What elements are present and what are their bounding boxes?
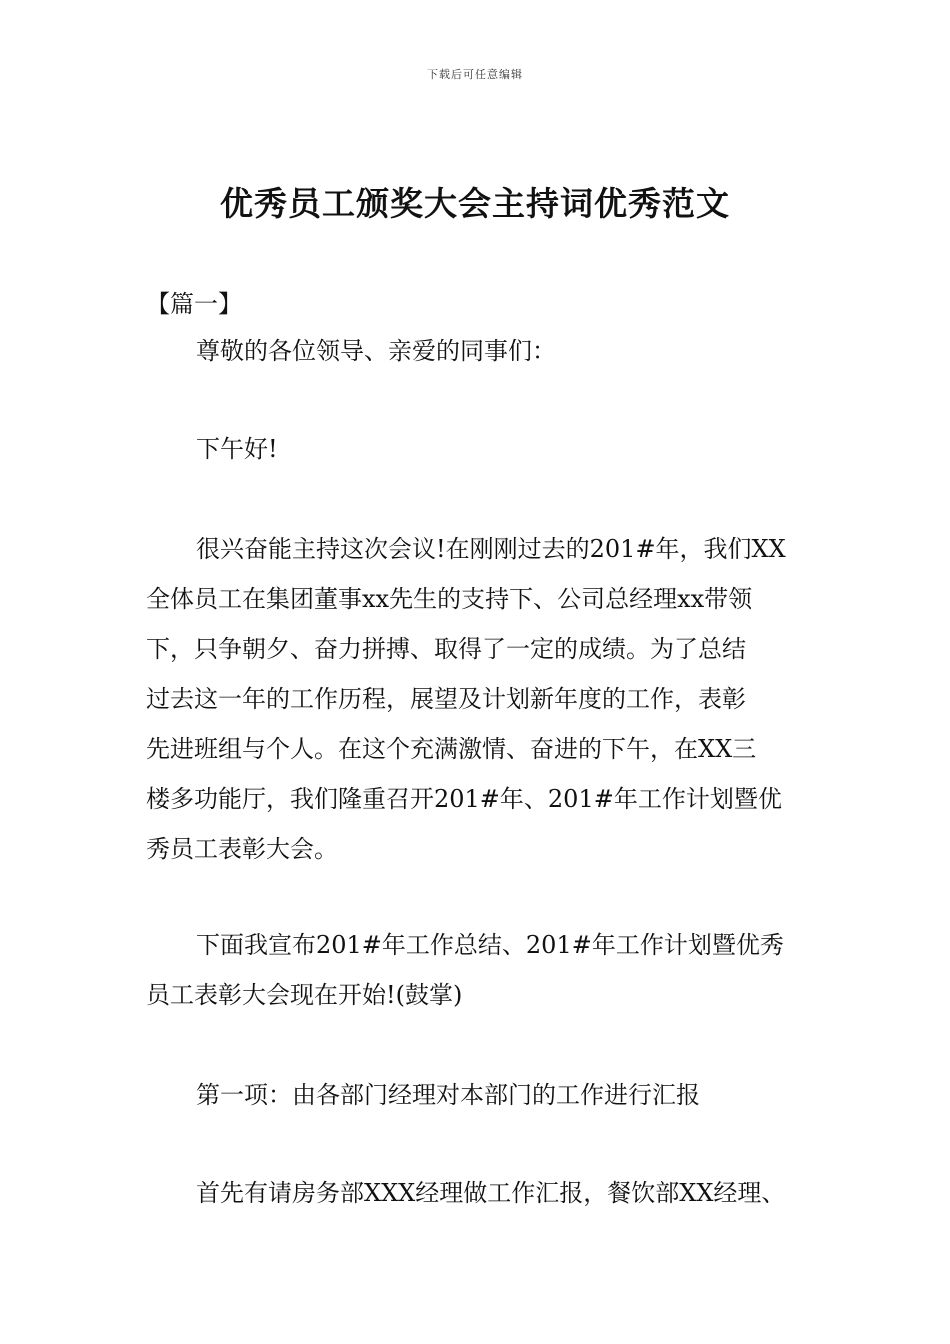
- paragraph-line: 下面我宣布201#年工作总结、201#年工作计划暨优秀: [196, 931, 784, 959]
- paragraph-line: 秀员工表彰大会。: [146, 835, 338, 863]
- paragraph-line: 尊敬的各位领导、亲爱的同事们：: [196, 337, 556, 365]
- paragraph-line: 过去这一年的工作历程，展望及计划新年度的工作，表彰: [146, 685, 746, 713]
- paragraph-greeting: [146, 424, 816, 474]
- paragraph-line: 第一项：由各部门经理对本部门的工作进行汇报: [196, 1081, 700, 1109]
- paragraph-report-intro: [146, 1168, 816, 1218]
- paragraph-line: 楼多功能厅，我们隆重召开201#年、201#年工作计划暨优: [146, 785, 782, 813]
- paragraph-line: 全体员工在集团董事xx先生的支持下、公司总经理xx带领: [146, 585, 753, 613]
- document-title: 优秀员工颁奖大会主持词优秀范文: [220, 184, 730, 223]
- paragraph-line: 员工表彰大会现在开始!(鼓掌): [146, 981, 463, 1009]
- paragraph-line: 首先有请房务部XXX经理做工作汇报，餐饮部XX经理、: [196, 1179, 786, 1207]
- paragraph-salutation: [146, 326, 816, 376]
- section-label: 【篇一】: [146, 290, 242, 318]
- paragraph-line: 下午好!: [196, 435, 278, 463]
- paragraph-line: 很兴奋能主持这次会议!在刚刚过去的201#年，我们XX: [196, 535, 786, 563]
- paragraph-agenda-item: [146, 1070, 816, 1120]
- paragraph-opening: [146, 524, 816, 874]
- paragraph-line: 下，只争朝夕、奋力拼搏、取得了一定的成绩。为了总结: [146, 635, 746, 663]
- header-note: 下载后可任意编辑: [427, 68, 523, 81]
- paragraph-announcement: [146, 920, 816, 1020]
- paragraph-line: 先进班组与个人。在这个充满激情、奋进的下午，在XX三: [146, 735, 757, 763]
